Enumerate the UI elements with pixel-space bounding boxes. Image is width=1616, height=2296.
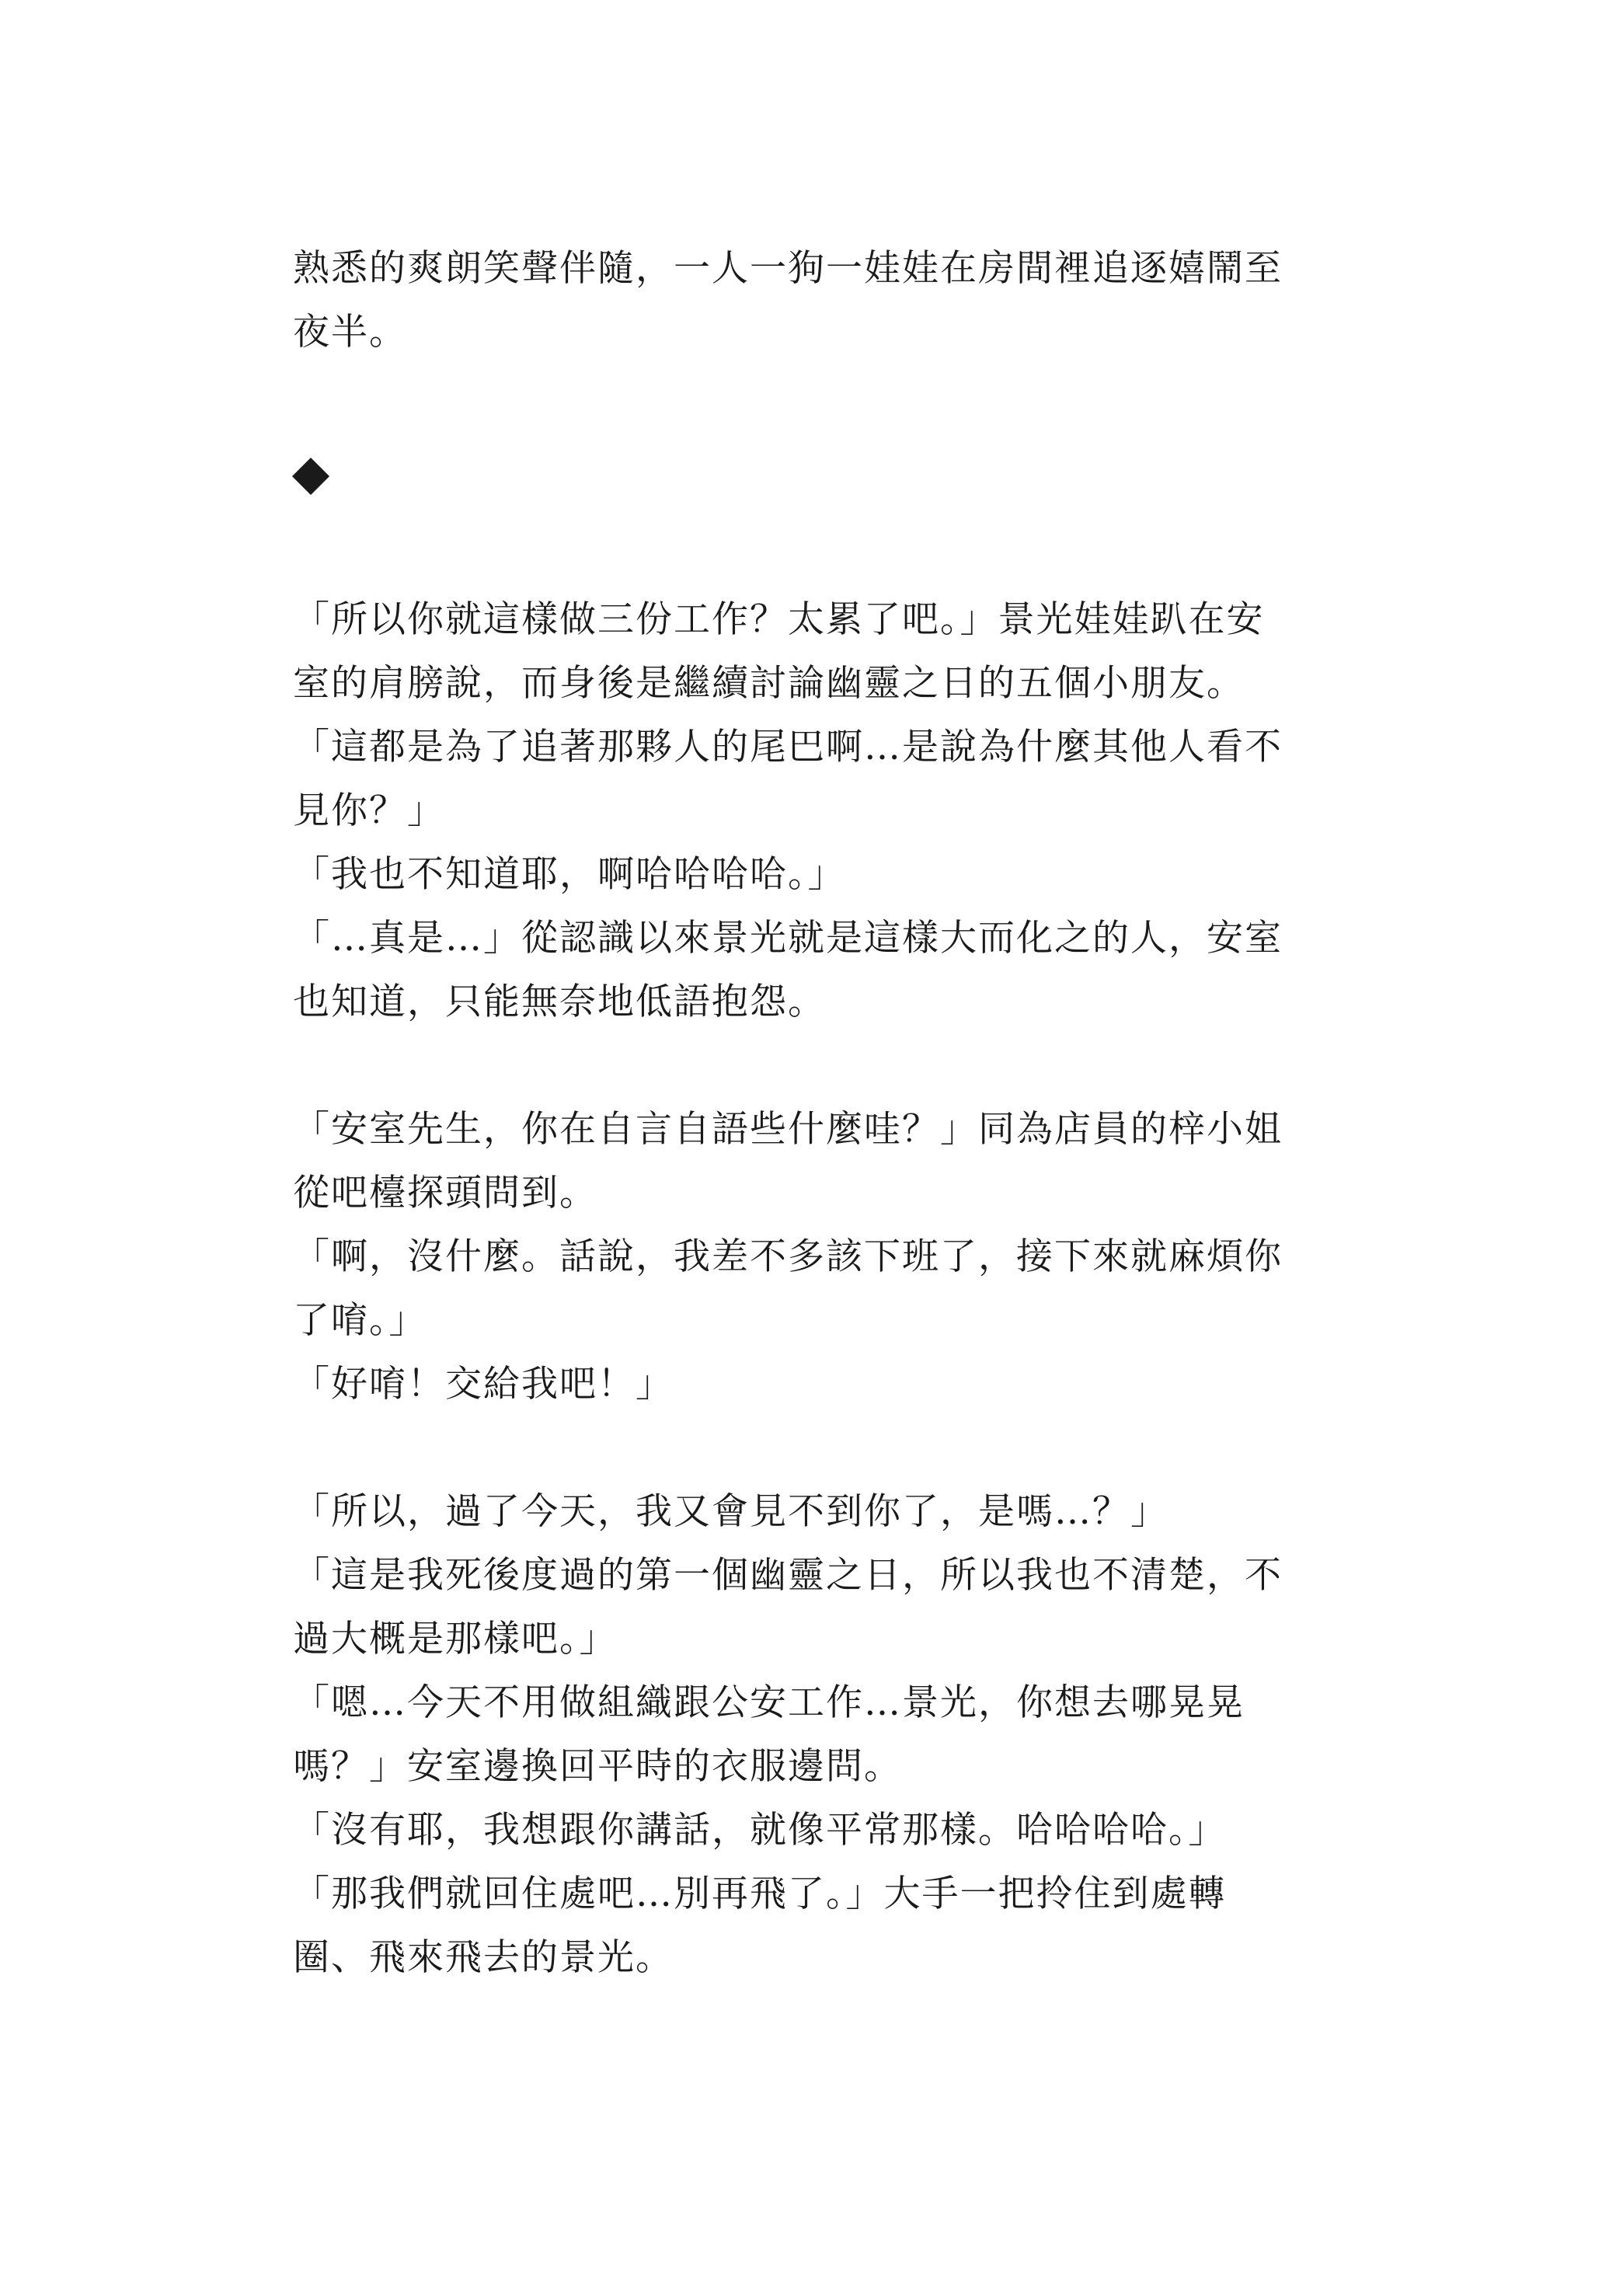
text-line: 「嗯…今天不用做組織跟公安工作…景光，你想去哪晃晃 bbox=[293, 1681, 1245, 1724]
text-line: 過大概是那樣吧。」 bbox=[293, 1618, 618, 1660]
text-line: 「…真是…」從認識以來景光就是這樣大而化之的人，安室 bbox=[293, 917, 1283, 960]
text-line: 「這都是為了追著那夥人的尾巴啊…是說為什麼其他人看不 bbox=[293, 726, 1283, 768]
text-line: 「這是我死後度過的第一個幽靈之日，所以我也不清楚，不 bbox=[293, 1554, 1283, 1597]
paragraph-1 bbox=[293, 237, 1326, 364]
text-line: 了唷。」 bbox=[293, 1299, 427, 1342]
text-line: 見你？」 bbox=[293, 789, 445, 832]
document-body bbox=[293, 237, 1326, 1990]
text-line: 「安室先生，你在自言自語些什麼哇？」同為店員的梓小姐 bbox=[293, 1108, 1283, 1151]
section-separator bbox=[293, 428, 1326, 524]
paragraph-gap bbox=[293, 1034, 1326, 1098]
diamond-icon bbox=[292, 458, 329, 495]
paragraph-gap bbox=[293, 524, 1326, 588]
text-line: 嗎？」安室邊換回平時的衣服邊問。 bbox=[293, 1745, 902, 1788]
text-line: 「我也不知道耶，啊哈哈哈哈。」 bbox=[293, 853, 846, 896]
text-line: 「所以你就這樣做三份工作？太累了吧。」景光娃娃趴在安 bbox=[293, 598, 1265, 641]
paragraph-2 bbox=[293, 588, 1326, 1034]
text-line: 室的肩膀說，而身後是繼續討論幽靈之日的五個小朋友。 bbox=[293, 662, 1245, 705]
text-line: 「沒有耶，我想跟你講話，就像平常那樣。哈哈哈哈。」 bbox=[293, 1809, 1227, 1852]
paragraph-4 bbox=[293, 1480, 1326, 1990]
paragraph-3 bbox=[293, 1098, 1326, 1416]
text-line: 熟悉的爽朗笑聲伴隨，一人一狗一娃娃在房間裡追逐嬉鬧至 bbox=[293, 247, 1283, 290]
text-line: 圈、飛來飛去的景光。 bbox=[293, 1936, 674, 1979]
text-line: 也知道，只能無奈地低語抱怨。 bbox=[293, 981, 826, 1023]
text-line: 從吧檯探頭問到。 bbox=[293, 1172, 597, 1214]
text-line: 「所以，過了今天，我又會見不到你了，是嗎…？」 bbox=[293, 1490, 1168, 1533]
text-line: 「那我們就回住處吧…別再飛了。」大手一把拎住到處轉 bbox=[293, 1873, 1227, 1915]
text-line: 「好唷！交給我吧！」 bbox=[293, 1363, 674, 1406]
text-line: 「啊，沒什麼。話說，我差不多該下班了，接下來就麻煩你 bbox=[293, 1235, 1283, 1278]
text-line: 夜半。 bbox=[293, 311, 407, 354]
paragraph-gap bbox=[293, 364, 1326, 428]
paragraph-gap bbox=[293, 1416, 1326, 1480]
